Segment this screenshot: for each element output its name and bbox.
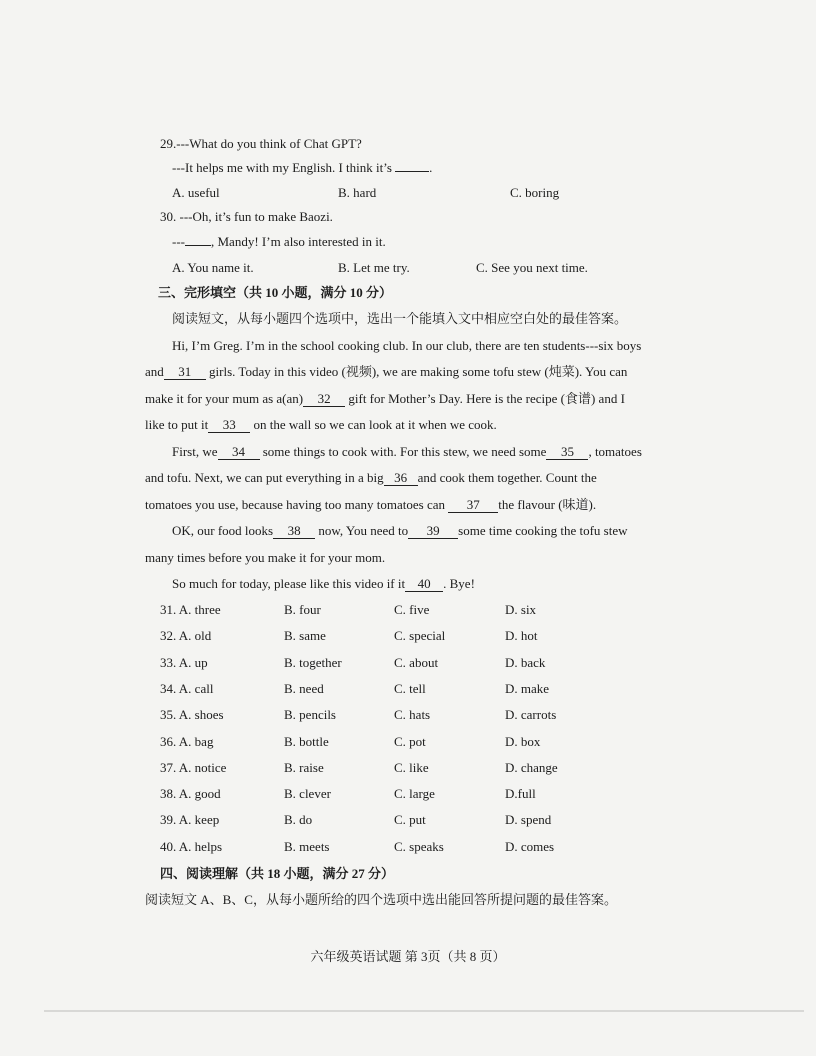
choice-option: C. like [394,760,429,775]
section3-heading: 三、完形填空（共 10 小题，满分 10 分） [158,285,393,300]
blank-38: 38 [273,524,315,539]
choice-option: D. back [505,655,546,670]
choice-option: D. change [505,760,558,775]
blank-40: 40 [405,577,443,592]
choice-option: 33. A. up [160,655,208,670]
q30-option-c: C. See you next time. [476,260,588,275]
passage-line: OK, our food looks 38 now, You need to 39 some time cooking the tofu stew [172,523,628,538]
choice-option: 38. A. good [160,786,221,801]
blank-37: 37 [448,498,498,513]
choice-option: 31. A. three [160,602,221,617]
choice-option: D. box [505,734,541,749]
section4-instruction: 阅读短文 A、B、C，从每小题所给的四个选项中选出能回答所提问题的最佳答案。 [145,892,617,907]
q30-reply: --- , Mandy! I’m also interested in it. [172,234,386,249]
q29-option-a: A. useful [172,185,220,200]
choice-option: B. need [284,681,324,696]
choice-option: D.full [505,786,536,801]
blank-35: 35 [546,445,588,460]
passage-line: and tofu. Next, we can put everything in a big 36 and cook them together. Count the [145,470,597,485]
choice-option: D. hot [505,628,538,643]
blank-34: 34 [218,445,260,460]
q30-question: 30. ---Oh, it’s fun to make Baozi. [160,209,333,224]
choice-option: D. six [505,602,537,617]
answer-blank [185,245,211,246]
choice-option: B. same [284,628,326,643]
q30-option-a: A. You name it. [172,260,254,275]
passage-line: So much for today, please like this video if it 40 . Bye! [172,576,475,591]
choice-option: 35. A. shoes [160,707,224,722]
choice-option: C. special [394,628,446,643]
q29-question: 29.---What do you think of Chat GPT? [160,136,362,151]
choice-option: C. tell [394,681,426,696]
choice-option: C. put [394,812,426,827]
choice-option: B. four [284,602,321,617]
choice-option: D. spend [505,812,552,827]
choice-option: B. do [284,812,313,827]
passage-line: Hi, I’m Greg. I’m in the school cooking club. In our club, there are ten students---six boys [172,338,642,353]
choice-option: D. carrots [505,707,557,722]
q29-option-b: B. hard [338,185,377,200]
blank-36: 36 [384,471,418,486]
passage-line: like to put it 33 on the wall so we can look at it when we cook. [145,417,497,432]
blank-31: 31 [164,365,206,380]
choice-option: B. pencils [284,707,336,722]
page-edge [44,1010,804,1012]
choice-option: C. large [394,786,435,801]
choice-option: B. together [284,655,342,670]
choice-option: C. hats [394,707,431,722]
blank-39: 39 [408,524,458,539]
choice-option: C. about [394,655,439,670]
page-footer: 六年级英语试题 第 3页（共 8 页） [310,949,506,964]
section3-instruction: 阅读短文，从每小题四个选项中，选出一个能填入文中相应空白处的最佳答案。 [172,311,628,326]
choice-option: 36. A. bag [160,734,214,749]
choice-option: 37. A. notice [160,760,227,775]
choice-option: 39. A. keep [160,812,220,827]
choice-option: C. five [394,602,430,617]
choice-option: B. bottle [284,734,329,749]
choice-option: 34. A. call [160,681,214,696]
passage-line: and 31 girls. Today in this video (视频), we are making some tofu stew (炖菜). You can [145,364,628,379]
blank-32: 32 [303,392,345,407]
choice-option: B. raise [284,760,324,775]
section4-heading: 四、阅读理解（共 18 小题，满分 27 分） [160,866,395,881]
passage-line: many times before you make it for your mom. [145,550,386,565]
passage-line: make it for your mum as a(an) 32 gift for Mother’s Day. Here is the recipe (食谱) and I [145,391,625,406]
choice-option: B. meets [284,839,330,854]
choice-option: C. pot [394,734,426,749]
passage-line: First, we 34 some things to cook with. For this stew, we need some 35 , tomatoes [172,444,642,459]
choice-option: 40. A. helps [160,839,223,854]
q29-reply: ---It helps me with my English. I think it’s . [172,160,433,175]
answer-blank [395,171,429,172]
blank-33: 33 [208,418,250,433]
choice-option: C. speaks [394,839,444,854]
choice-option: 32. A. old [160,628,212,643]
choice-option: B. clever [284,786,331,801]
passage-line: tomatoes you use, because having too many tomatoes can 37 the flavour (味道). [145,497,597,512]
q30-option-b: B. Let me try. [338,260,410,275]
choice-option: D. make [505,681,550,696]
q29-option-c: C. boring [510,185,560,200]
choice-option: D. comes [505,839,555,854]
